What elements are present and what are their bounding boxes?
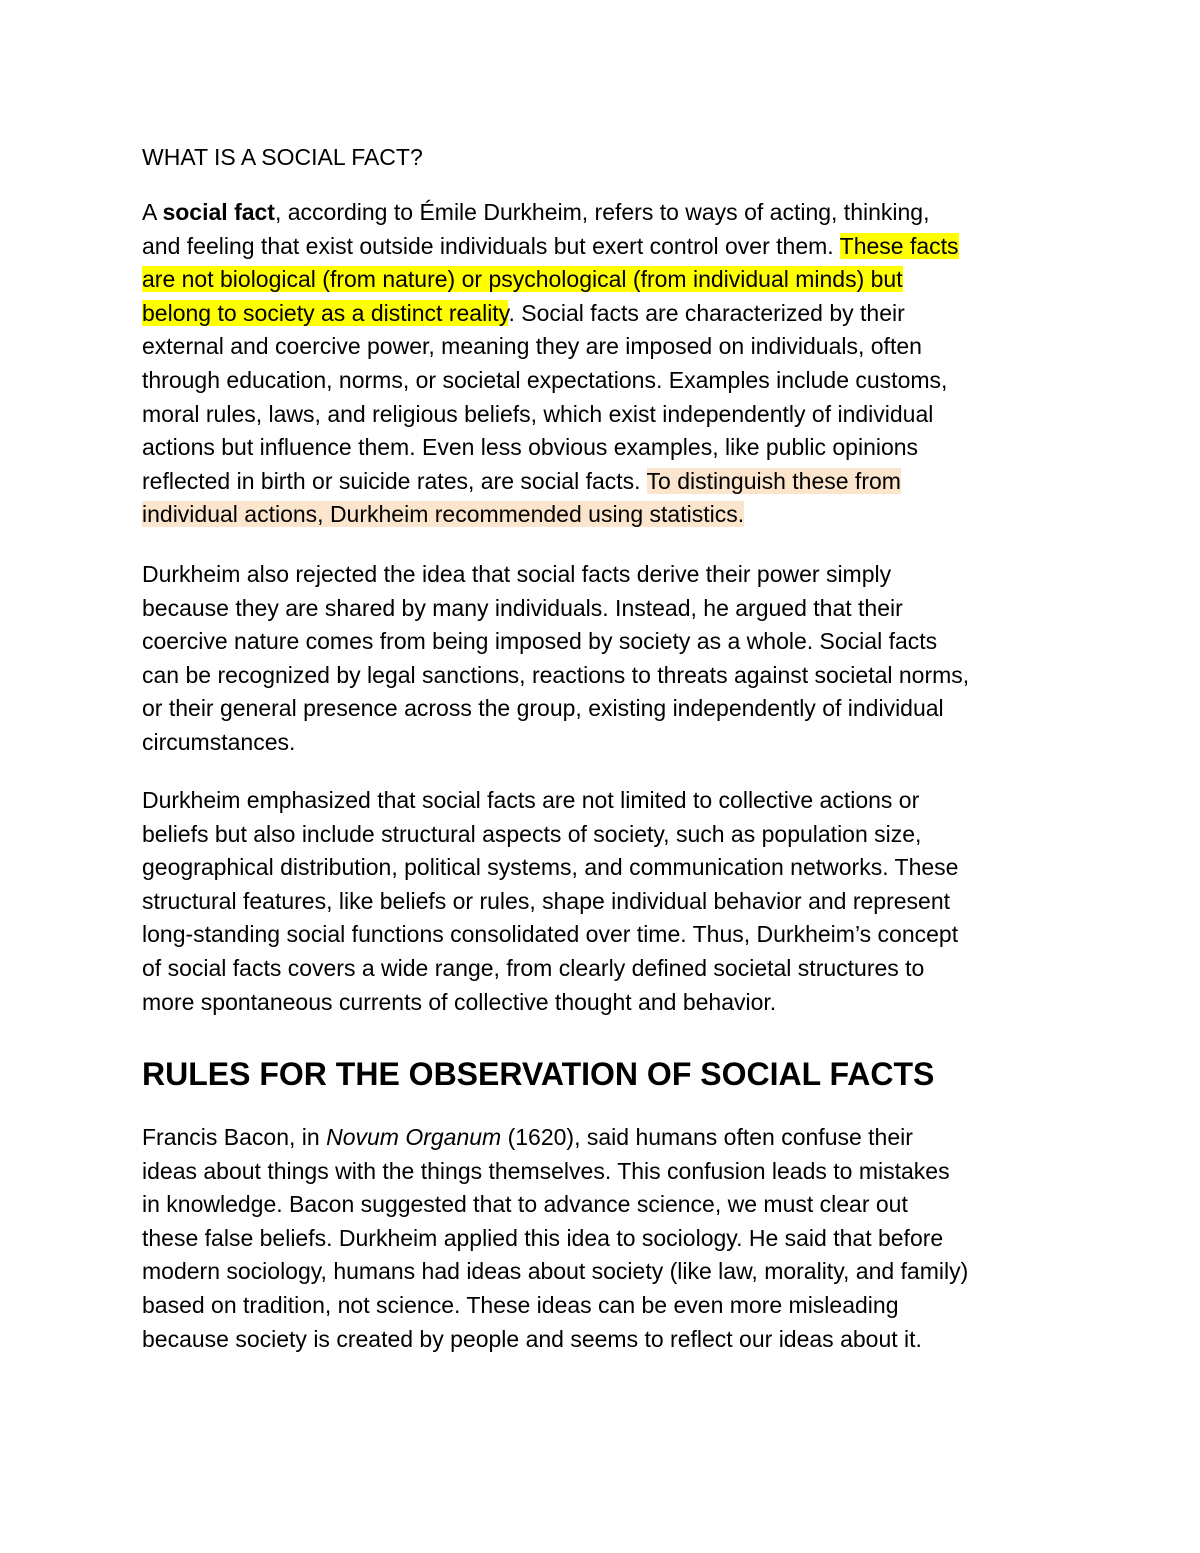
peach-highlight: To distinguish these from (646, 467, 901, 494)
text-line: reflected in birth or suicide rates, are social facts. To distinguish these from (142, 467, 901, 494)
text-line: external and coercive power, meaning they are imposed on individuals, often (142, 333, 922, 360)
text-line: Francis Bacon, in Novum Organum (1620), said humans often confuse their (142, 1124, 913, 1150)
text-line: geographical distribution, political systems, and communication networks. These (142, 854, 959, 881)
paragraph-social-fact-definition (142, 196, 959, 532)
text-line: of social facts covers a wide range, from clearly defined societal structures to (142, 954, 925, 981)
peach-highlight: individual actions, Durkheim recommended using statistics. (142, 501, 745, 528)
text-line: A social fact, according to Émile Durkheim, refers to ways of acting, thinking, (142, 199, 930, 225)
text-line: or their general presence across the group, existing independently of individual (142, 695, 944, 722)
text-line: Durkheim also rejected the idea that social facts derive their power simply (142, 561, 892, 587)
book-title: Novum Organum (326, 1124, 502, 1150)
paragraph-coercive-nature (142, 558, 969, 760)
text-line: based on tradition, not science. These ideas can be even more misleading (142, 1291, 899, 1318)
text-line: these false beliefs. Durkheim applied this idea to sociology. He said that before (142, 1224, 944, 1251)
text-line: because they are shared by many individuals. Instead, he argued that their (142, 594, 903, 621)
paragraph-structural-aspects (142, 784, 958, 1019)
text-line: can be recognized by legal sanctions, reactions to threats against societal norms, (142, 661, 970, 688)
yellow-highlight: belong to society as a distinct reality (142, 299, 509, 326)
text-line: long-standing social functions consolidated over time. Thus, Durkheim’s concept (142, 921, 959, 948)
bold-term: social fact (162, 199, 275, 225)
text-line: through education, norms, or societal expectations. Examples include customs, (142, 366, 948, 393)
text-line: modern sociology, humans had ideas about society (like law, morality, and family) (142, 1258, 969, 1285)
yellow-highlight: These facts (839, 232, 959, 259)
paragraph-bacon (142, 1121, 968, 1356)
text-line: because society is created by people and seems to reflect our ideas about it. (142, 1325, 922, 1352)
text-line: structural features, like beliefs or rules, shape individual behavior and represent (142, 887, 950, 914)
text-line: more spontaneous currents of collective thought and behavior. (142, 988, 777, 1015)
text-line: in knowledge. Bacon suggested that to advance science, we must clear out (142, 1191, 908, 1218)
text-line (142, 498, 959, 532)
text-line: circumstances. (142, 728, 296, 755)
section-title: WHAT IS A SOCIAL FACT? (142, 144, 423, 170)
section-heading: RULES FOR THE OBSERVATION OF SOCIAL FACTS (142, 1056, 935, 1092)
text-line: Durkheim emphasized that social facts are not limited to collective actions or (142, 787, 920, 813)
text-line (142, 263, 959, 297)
text-line: and feeling that exist outside individuals but exert control over them. These facts (142, 232, 959, 259)
text-line: belong to society as a distinct reality. Social facts are characterized by their (142, 299, 905, 326)
text-line: ideas about things with the things themselves. This confusion leads to mistakes (142, 1157, 950, 1184)
text-line: moral rules, laws, and religious beliefs, which exist independently of individual (142, 400, 934, 427)
text-line: actions but influence them. Even less obvious examples, like public opinions (142, 434, 919, 461)
yellow-highlight: are not biological (from nature) or psychological (from individual minds) but (142, 266, 903, 293)
text-line: coercive nature comes from being imposed by society as a whole. Social facts (142, 628, 938, 655)
text-line: beliefs but also include structural aspects of society, such as population size, (142, 820, 922, 847)
